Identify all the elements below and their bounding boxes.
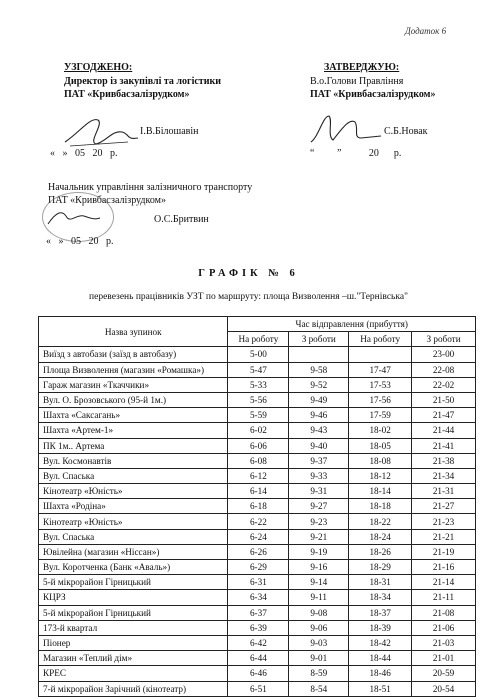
stop-name: Вул. Коротченка (Банк «Аваль») [39, 560, 228, 575]
header-time-group: Час відправлення (прибуття) [228, 317, 476, 332]
time-cell: 22-08 [412, 362, 476, 377]
time-cell: 18-14 [349, 484, 412, 499]
stop-name: Площа Визволення (магазин «Ромашка») [39, 362, 228, 377]
time-cell: 21-41 [412, 438, 476, 453]
time-cell: 6-39 [228, 620, 289, 635]
time-cell: 9-03 [289, 635, 349, 650]
time-cell: 9-46 [289, 408, 349, 423]
stop-name: Шахта «Артем-1» [39, 423, 228, 438]
stop-name: 7-й мікрорайон Зарічний (кінотеатр) [39, 681, 228, 696]
time-cell: 9-14 [289, 575, 349, 590]
time-cell: 17-53 [349, 377, 412, 392]
corner-note: Додаток 6 [405, 26, 447, 36]
stop-name: Гараж магазин «Ткаччики» [39, 377, 228, 392]
time-cell: 17-59 [349, 408, 412, 423]
time-cell: 21-31 [412, 484, 476, 499]
time-cell: 18-29 [349, 560, 412, 575]
time-cell: 18-46 [349, 666, 412, 681]
stop-name: 5-й мікрорайон Гірницький [39, 575, 228, 590]
approval-left-company: ПАТ «Кривбасзалізрудком» [64, 89, 190, 100]
approval-right-position: В.о.Голови Правління [310, 76, 404, 87]
table-row [39, 590, 476, 605]
time-cell: 6-31 [228, 575, 289, 590]
time-cell: 6-29 [228, 560, 289, 575]
time-cell: 6-14 [228, 484, 289, 499]
time-cell: 21-14 [412, 575, 476, 590]
time-cell: 21-06 [412, 620, 476, 635]
approval-left-date: « » 05 20 р. [50, 148, 118, 159]
time-cell: 9-08 [289, 605, 349, 620]
approval-right-date: “ ” 20 р. [310, 148, 402, 159]
document-subtitle: перевезень працівників УЗТ по маршруту: площа Визволення –ш."Тернівська" [89, 292, 408, 302]
time-cell: 6-24 [228, 529, 289, 544]
time-cell: 9-21 [289, 529, 349, 544]
table-row [39, 560, 476, 575]
stop-name: Вул. О. Брозовського (95-й 1м.) [39, 392, 228, 407]
signature-right [305, 110, 385, 150]
stop-name: ПК 1м.. Артема [39, 438, 228, 453]
stop-name: КРЕС [39, 666, 228, 681]
table-row [39, 347, 476, 362]
time-cell: 20-59 [412, 666, 476, 681]
time-cell: 8-59 [289, 666, 349, 681]
table-row [39, 423, 476, 438]
time-cell: 9-52 [289, 377, 349, 392]
time-cell: 8-54 [289, 681, 349, 696]
table-row [39, 529, 476, 544]
approval-right-title: ЗАТВЕРДЖУЮ: [324, 62, 400, 73]
table-body [39, 347, 476, 696]
time-cell: 18-37 [349, 605, 412, 620]
stop-name: Виїзд з автобази (заїзд в автобазу) [39, 347, 228, 362]
time-cell: 21-27 [412, 499, 476, 514]
time-cell: 9-19 [289, 544, 349, 559]
time-cell: 9-06 [289, 620, 349, 635]
time-cell: 21-01 [412, 651, 476, 666]
time-cell: 21-16 [412, 560, 476, 575]
approval-right-block [310, 62, 490, 100]
table-row [39, 484, 476, 499]
table-row [39, 575, 476, 590]
stop-name: Магазин «Теплий дім» [39, 651, 228, 666]
time-cell: 5-00 [228, 347, 289, 362]
time-cell: 9-11 [289, 590, 349, 605]
document-title: ГРАФІК № 6 [198, 268, 299, 279]
time-cell: 21-44 [412, 423, 476, 438]
time-cell: 6-34 [228, 590, 289, 605]
time-cell: 9-16 [289, 560, 349, 575]
time-cell: 20-54 [412, 681, 476, 696]
table-row [39, 453, 476, 468]
time-cell: 5-33 [228, 377, 289, 392]
stop-name: Ювілейна (магазин «Ніссан») [39, 544, 228, 559]
time-cell: 22-02 [412, 377, 476, 392]
transport-head-name: О.С.Бритвин [154, 214, 209, 225]
transport-head-date: « » 05 20 р. [46, 236, 114, 247]
table-row [39, 620, 476, 635]
time-cell: 9-33 [289, 468, 349, 483]
signature-transport [44, 206, 104, 232]
time-cell: 21-50 [412, 392, 476, 407]
subheader-to-work-1: На роботу [228, 332, 289, 347]
time-cell: 21-08 [412, 605, 476, 620]
table-row [39, 544, 476, 559]
header-stop-name: Назва зупинок [39, 317, 228, 347]
table-row [39, 438, 476, 453]
time-cell: 5-56 [228, 392, 289, 407]
time-cell: 9-40 [289, 438, 349, 453]
time-cell: 6-44 [228, 651, 289, 666]
time-cell: 18-02 [349, 423, 412, 438]
subheader-to-work-2: На роботу [349, 332, 412, 347]
time-cell: 21-11 [412, 590, 476, 605]
table-row [39, 362, 476, 377]
time-cell: 18-26 [349, 544, 412, 559]
time-cell [349, 347, 412, 362]
table-row [39, 499, 476, 514]
time-cell: 6-02 [228, 423, 289, 438]
time-cell: 6-42 [228, 635, 289, 650]
time-cell: 5-47 [228, 362, 289, 377]
time-cell: 18-22 [349, 514, 412, 529]
table-row [39, 605, 476, 620]
table-header-row [39, 317, 476, 332]
stop-name: Кінотеатр «Юність» [39, 484, 228, 499]
time-cell: 18-05 [349, 438, 412, 453]
table-row [39, 635, 476, 650]
time-cell: 6-18 [228, 499, 289, 514]
stop-name: Шахта «Саксагань» [39, 408, 228, 423]
time-cell: 18-39 [349, 620, 412, 635]
time-cell: 17-47 [349, 362, 412, 377]
time-cell: 18-31 [349, 575, 412, 590]
approval-left-name: І.В.Білошавін [140, 126, 199, 137]
time-cell: 6-51 [228, 681, 289, 696]
time-cell: 18-18 [349, 499, 412, 514]
stop-name: Піонер [39, 635, 228, 650]
subheader-from-work-1: З роботи [289, 332, 349, 347]
time-cell: 9-58 [289, 362, 349, 377]
time-cell: 6-37 [228, 605, 289, 620]
table-row [39, 392, 476, 407]
time-cell: 21-34 [412, 468, 476, 483]
subheader-from-work-2: З роботи [412, 332, 476, 347]
time-cell: 6-08 [228, 453, 289, 468]
stop-name: Кінотеатр «Юність» [39, 514, 228, 529]
stop-name: Шахта «Родіна» [39, 499, 228, 514]
time-cell: 18-51 [349, 681, 412, 696]
time-cell: 6-06 [228, 438, 289, 453]
time-cell: 18-44 [349, 651, 412, 666]
transport-head-company: ПАТ «Кривбасзалізрудком» [48, 195, 167, 206]
stop-name: 5-й мікрорайон Гірницький [39, 605, 228, 620]
time-cell: 5-59 [228, 408, 289, 423]
time-cell: 21-03 [412, 635, 476, 650]
stop-name: Вул. Спаська [39, 529, 228, 544]
time-cell: 6-22 [228, 514, 289, 529]
table-row [39, 681, 476, 696]
stop-name: Вул. Космонавтів [39, 453, 228, 468]
table-row [39, 468, 476, 483]
time-cell: 9-23 [289, 514, 349, 529]
table-row [39, 666, 476, 681]
time-cell: 9-49 [289, 392, 349, 407]
schedule-table [38, 316, 476, 697]
time-cell: 6-12 [228, 468, 289, 483]
transport-head-position: Начальник управління залізничного транспорту [48, 182, 253, 193]
table-row [39, 377, 476, 392]
time-cell: 18-12 [349, 468, 412, 483]
time-cell: 18-08 [349, 453, 412, 468]
time-cell: 21-47 [412, 408, 476, 423]
stop-name: 173-й квартал [39, 620, 228, 635]
time-cell: 9-37 [289, 453, 349, 468]
time-cell: 18-42 [349, 635, 412, 650]
time-cell: 18-34 [349, 590, 412, 605]
time-cell: 6-26 [228, 544, 289, 559]
stop-name: Вул. Спаська [39, 468, 228, 483]
time-cell: 21-23 [412, 514, 476, 529]
time-cell: 21-21 [412, 529, 476, 544]
time-cell: 9-01 [289, 651, 349, 666]
approval-left-title: УЗГОДЖЕНО: [64, 62, 133, 73]
time-cell: 21-38 [412, 453, 476, 468]
approval-left-position: Директор із закупівлі та логістики [64, 76, 221, 87]
time-cell: 9-43 [289, 423, 349, 438]
time-cell: 6-46 [228, 666, 289, 681]
time-cell: 21-19 [412, 544, 476, 559]
time-cell: 9-31 [289, 484, 349, 499]
time-cell: 17-56 [349, 392, 412, 407]
approval-left-block [64, 62, 264, 100]
time-cell: 9-27 [289, 499, 349, 514]
approval-right-company: ПАТ «Кривбасзалізрудком» [310, 89, 436, 100]
table-row [39, 514, 476, 529]
time-cell: 23-00 [412, 347, 476, 362]
signature-left [60, 112, 140, 152]
table-row [39, 408, 476, 423]
time-cell [289, 347, 349, 362]
stop-name: КЦРЗ [39, 590, 228, 605]
table-row [39, 651, 476, 666]
approval-right-name: С.Б.Новак [384, 126, 428, 137]
time-cell: 18-24 [349, 529, 412, 544]
